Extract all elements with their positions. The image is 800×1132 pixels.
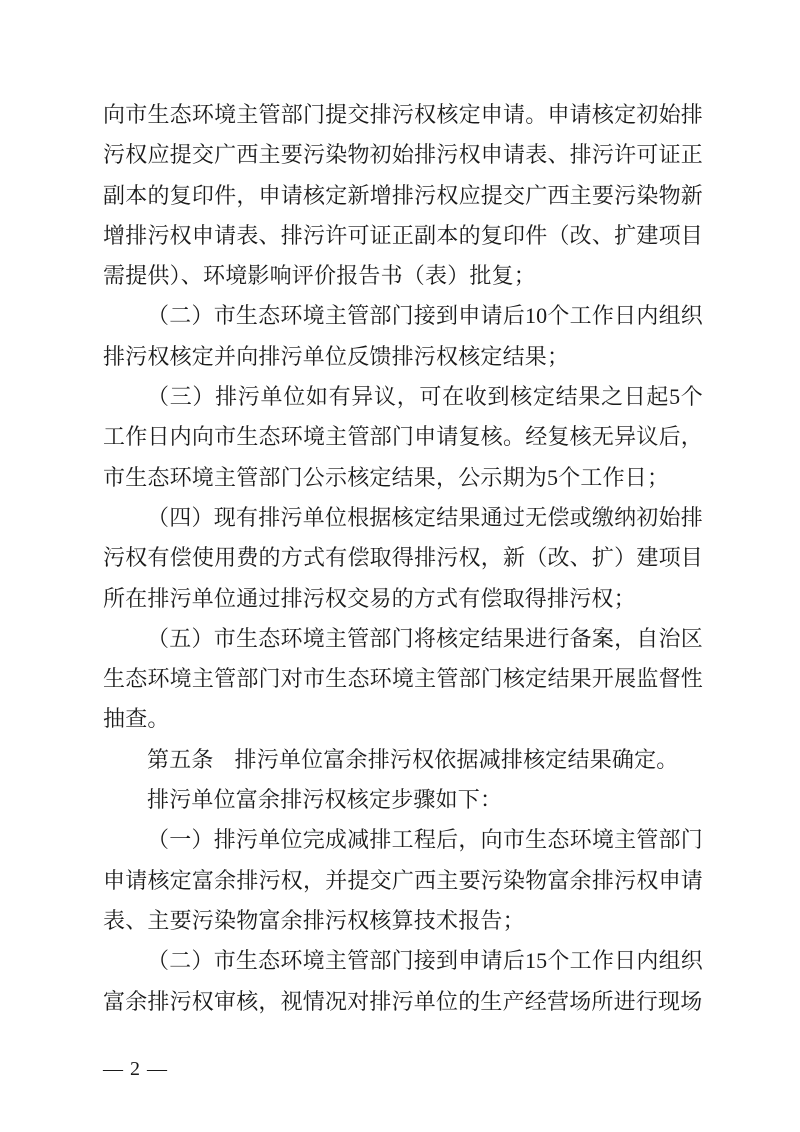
page-number: — 2 — bbox=[103, 1058, 168, 1080]
paragraph-item-5: （五）市生态环境主管部门将核定结果进行备案，自治区生态环境主管部门对市生态环境主管部门核定结果开展监督性抽查。 bbox=[103, 625, 703, 732]
paragraph-steps-intro: 排污单位富余排污权核定步骤如下： bbox=[147, 787, 503, 813]
paragraph-item-4: （四）现有排污单位根据核定结果通过无偿或缴纳初始排污权有偿使用费的方式有偿取得排污权，新（改、扩）建项目所在排污单位通过排污权交易的方式有偿取得排污权； bbox=[103, 504, 703, 611]
paragraph-continuation: 向市生态环境主管部门提交排污权核定申请。申请核定初始排污权应提交广西主要污染物初始排污权申请表、排污许可证正副本的复印件，申请核定新增排污权应提交广西主要污染物新增排污权申请表、排污许可证正副本的复印件（改、扩建项目需提供）、环境影响评价报告书（表）批复； bbox=[103, 102, 703, 289]
article-5-paragraph bbox=[103, 740, 703, 780]
paragraph-item-3: （三）排污单位如有异议，可在收到核定结果之日起5个工作日内向市生态环境主管部门申请复核。经复核无异议后，市生态环境主管部门公示核定结果，公示期为5个工作日； bbox=[103, 384, 703, 490]
document-body bbox=[103, 95, 703, 1022]
paragraph-step-1: （一）排污单位完成减排工程后，向市生态环境主管部门申请核定富余排污权，并提交广西主要污染物富余排污权申请表、主要污染物富余排污权核算技术报告； bbox=[103, 827, 703, 933]
paragraph-item-2: （二）市生态环境主管部门接到申请后10个工作日内组织排污权核定并向排污单位反馈排污权核定结果； bbox=[103, 303, 703, 369]
article-number: 第五条 bbox=[147, 746, 214, 772]
paragraph-step-2: （二）市生态环境主管部门接到申请后15个工作日内组织富余排污权审核，视情况对排污单位的生产经营场所进行现场 bbox=[103, 948, 703, 1014]
article-text: 排污单位富余排污权依据减排核定结果确定。 bbox=[234, 746, 679, 772]
